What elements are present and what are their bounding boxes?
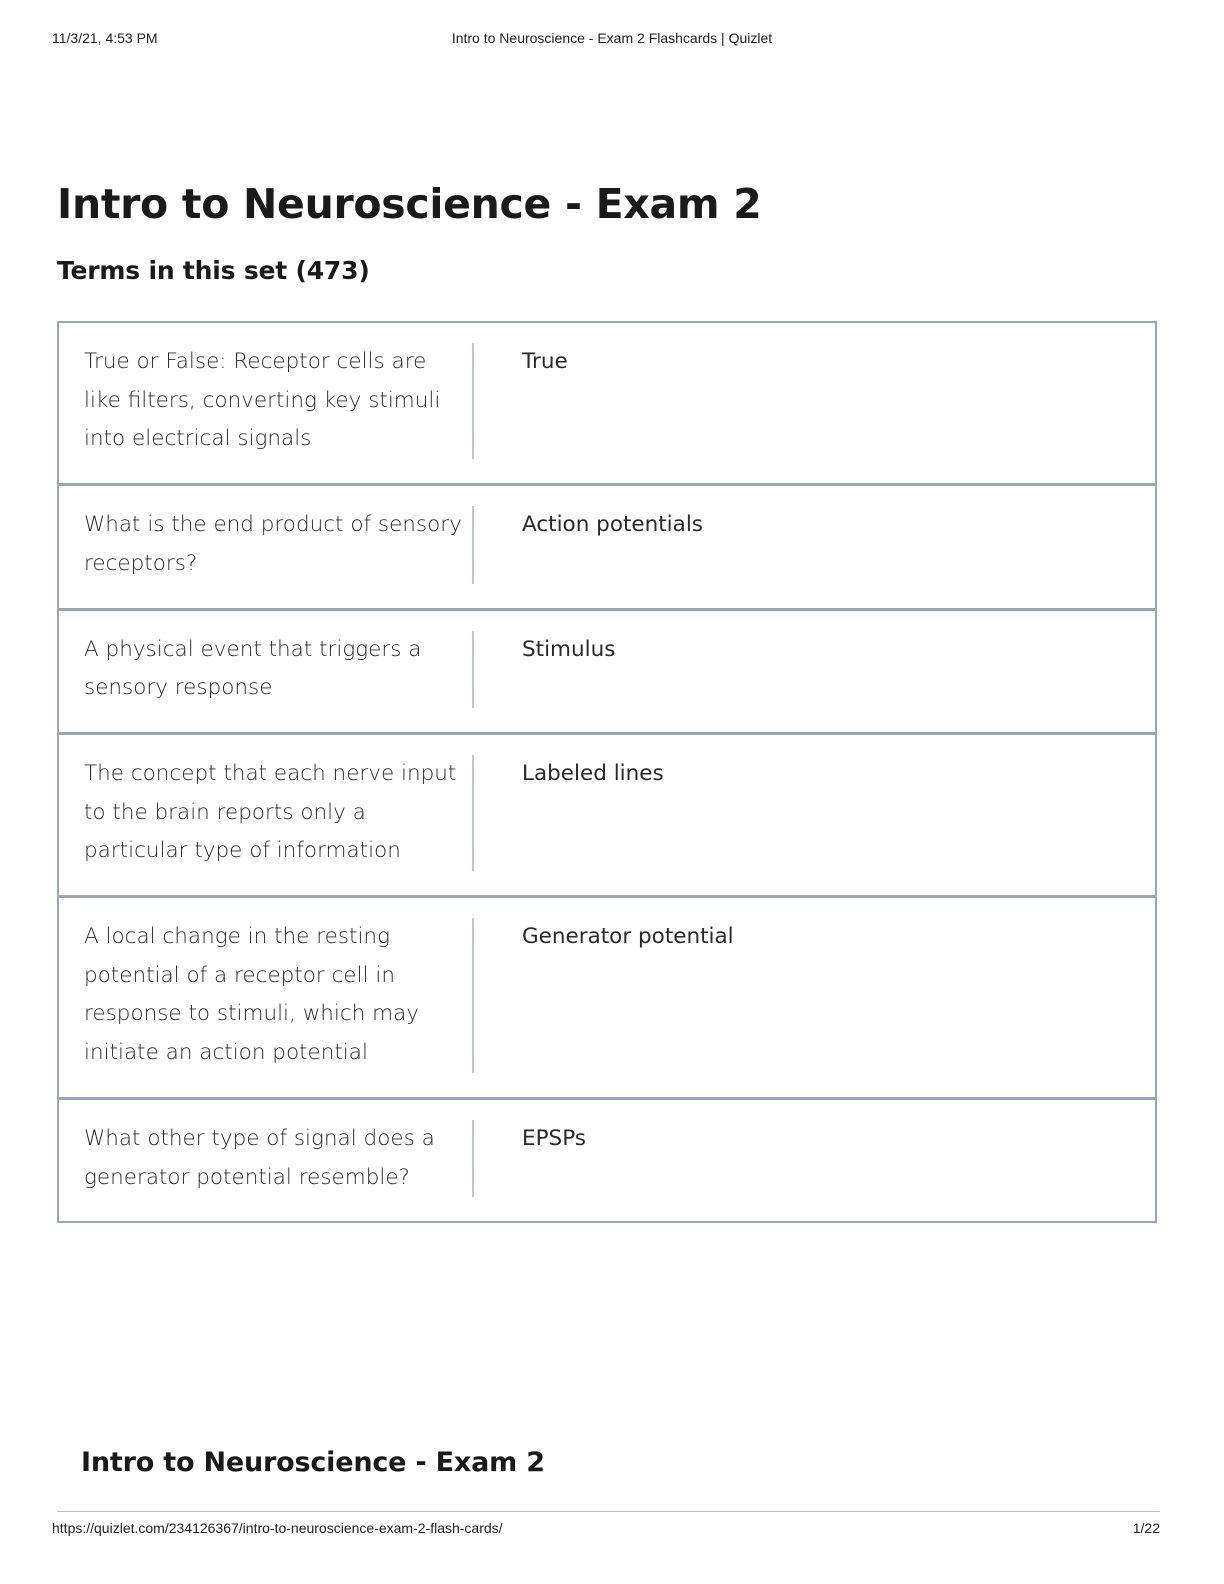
card-term: The concept that each nerve input to the brain reports only a particular type of information: [59, 755, 474, 871]
card-definition: Generator potential: [522, 924, 734, 950]
card-definition: True: [522, 349, 568, 374]
footer-set-title: Intro to Neuroscience - Exam 2: [81, 1447, 545, 1478]
card-definition: Action potentials: [522, 512, 704, 538]
card-definition: EPSPs: [522, 1125, 586, 1151]
print-page-title: Intro to Neuroscience - Exam 2 Flashcards | Quizlet: [451, 30, 773, 46]
print-datetime: 11/3/21, 4:53 PM: [52, 30, 158, 46]
set-title: Intro to Neuroscience - Exam 2: [57, 180, 762, 228]
page-url-link[interactable]: https://quizlet.com/234126367/intro-to-neuroscience-exam-2-flash-cards/: [52, 1520, 503, 1536]
flashcard-row: [59, 895, 1155, 1097]
card-definition: Labeled lines: [522, 760, 664, 786]
flashcard-row: [59, 732, 1155, 895]
print-footer: [52, 1520, 1160, 1538]
terms-count: Terms in this set (473): [57, 256, 370, 285]
flashcard-row: [59, 608, 1155, 732]
card-term: What is the end product of sensory receptors?: [59, 506, 474, 583]
card-term: True or False: Receptor cells are like filters, converting key stimuli into electrical signals: [59, 343, 474, 459]
card-term: A local change in the resting potential of a receptor cell in response to stimuli, which may initiate an action potential: [59, 918, 474, 1073]
print-header: [52, 30, 1172, 48]
card-definition: Stimulus: [522, 636, 616, 662]
card-term: What other type of signal does a generator potential resemble?: [59, 1120, 474, 1197]
footer-divider: [57, 1511, 1160, 1512]
page-number: 1/22: [1132, 1520, 1160, 1536]
flashcard-row: [59, 323, 1155, 483]
flashcard-table: [57, 321, 1157, 1223]
flashcard-row: [59, 1097, 1155, 1221]
flashcard-row: [59, 483, 1155, 607]
card-term: A physical event that triggers a sensory response: [59, 631, 474, 708]
